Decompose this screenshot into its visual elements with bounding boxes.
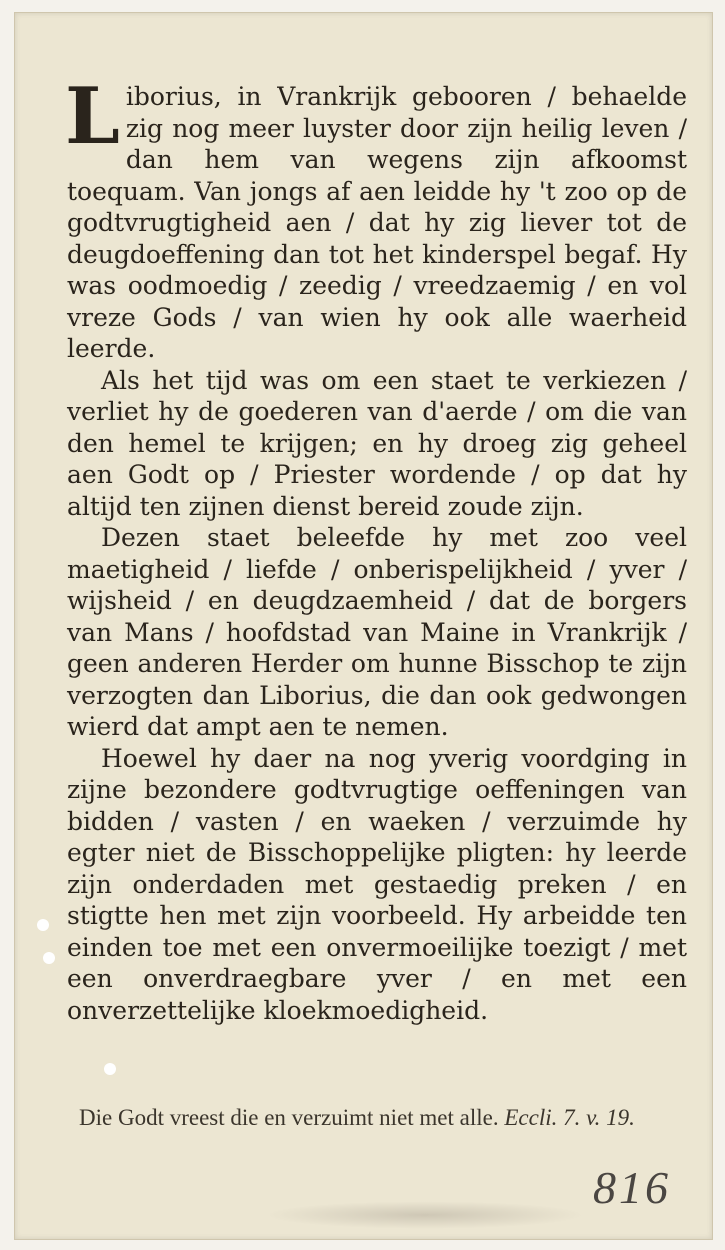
motto-text: Die Godt vreest die en verzuimt niet met alle. [79, 1105, 499, 1130]
handwritten-number: 816 [593, 1162, 671, 1213]
punch-hole [37, 919, 49, 931]
paragraph-1-text: iborius, in Vrankrijk gebooren / behaelde zig nog meer luyster door zijn heilig leven / dan hem van wegens zijn afkoomst toequam. Van jongs af aen leidde hy 't zoo op de godtvrugtigheid aen / dat hy zig liever tot de deugdoeffening dan tot het kinderspel begaf. Hy was oodmoedig / zeedig / vreedzaemig / en vol vreze Gods / van wien hy ook alle waerheid leerde. [67, 82, 687, 363]
motto [79, 1101, 691, 1135]
stamp-smudge [265, 1201, 585, 1229]
drop-cap: L [65, 71, 120, 162]
prayer-card [14, 12, 713, 1240]
paragraph-1 [65, 71, 687, 365]
paragraph-2: Als het tijd was om een staet te verkiezen / verliet hy de goederen van d'aerde / om die van den hemel te krijgen; en hy droeg zig geheel aen Godt op / Priester wordende / op dat hy altijd ten zijnen dienst bereid zoude zijn. [67, 365, 687, 521]
motto-reference: Eccli. 7. v. 19. [504, 1105, 635, 1130]
paragraph-4: Hoewel hy daer na nog yverig voordging in zijne bezondere godtvrugtige oeffeningen van bidden / vasten / en waeken / verzuimde hy egter niet de Bisschoppelijke pligten: hy leerde zijn onderdaden met gestaedig preken / en stigtte hen met zijn voorbeeld. Hy arbeidde ten einden toe met een onvermoeilijke toezigt / met een onverdraegbare yver / en met een onverzettelijke kloekmoedigheid. [67, 743, 687, 1025]
paragraph-3: Dezen staet beleefde hy met zoo veel maetigheid / liefde / onberispelijkheid / yver / wijsheid / en deugdzaemheid / dat de borgers van Mans / hoofdstad van Maine in Vrankrijk / geen anderen Herder om hunne Bisschop te zijn verzogten dan Liborius, die dan ook gedwongen wierd dat ampt aen te nemen. [67, 523, 687, 741]
punch-hole [43, 952, 55, 964]
punch-hole [104, 1063, 116, 1075]
body-text [65, 71, 687, 1026]
